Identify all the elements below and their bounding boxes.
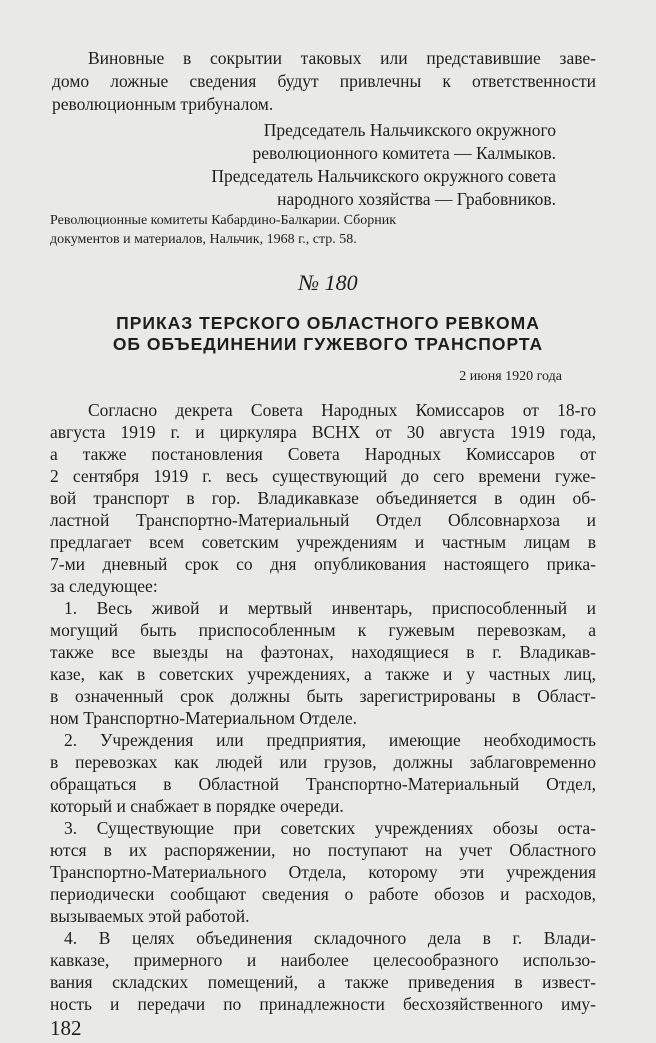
body-line: ются в их распоряжении, но поступают на учет Областного [50, 840, 596, 860]
signature-line: революционного комитета — Калмыков. [252, 143, 556, 163]
document-title-line: ОБ ОБЪЕДИНЕНИИ ГУЖЕВОГО ТРАНСПОРТА [112, 334, 544, 354]
document-date: 2 июня 1920 года [459, 369, 562, 384]
body-line: также все выезды на фаэтонах, находящиеся в г. Владикав- [50, 642, 596, 662]
source-note-line: документов и материалов, Нальчик, 1968 г., стр. 58. [50, 232, 357, 247]
body-line: 3. Существующие при советских учреждениях обозы оста- [64, 818, 596, 838]
body-line: в означенный срок должны быть зарегистрированы в Област- [50, 686, 596, 706]
body-line: в перевозках как людей или грузов, должны заблаговременно [50, 752, 596, 772]
document-number: № 180 [298, 270, 358, 295]
body-line: ластной Транспортно-Материальный Отдел Облсовнархоза и [50, 510, 596, 530]
signature-line: народного хозяйства — Грабовников. [277, 189, 556, 209]
top-paragraph-line: революционным трибуналом. [52, 94, 274, 114]
body-line: казе, как в советских учреждениях, а также и у частных лиц, [50, 664, 596, 684]
body-line: 2. Учреждения или предприятия, имеющие необходимость [64, 730, 596, 750]
body-line: августа 1919 г. и циркуляра ВСНХ от 30 августа 1919 года, [50, 422, 596, 442]
document-title-line: ПРИКАЗ ТЕРСКОГО ОБЛАСТНОГО РЕВКОМА [116, 313, 540, 333]
body-line: 7-ми дневный срок со дня опубликования настоящего прика- [50, 554, 596, 574]
page-number: 182 [50, 1016, 82, 1040]
body-line: предлагает всем советским учреждениям и частным лицам в [50, 532, 596, 552]
body-line: Транспортно-Материального Отдела, которому эти учреждения [50, 862, 596, 882]
body-line: периодически сообщают сведения о работе обозов и расходов, [50, 884, 596, 904]
top-paragraph-line: Виновные в сокрытии таковых или представившие заве- [88, 48, 596, 68]
body-line: ном Транспортно-Материальном Отделе. [50, 708, 358, 728]
body-line: вой транспорт в гор. Владикавказе объединяется в один об- [50, 488, 596, 508]
body-line: могущий быть приспособленным к гужевым перевозкам, а [50, 620, 596, 640]
source-note-line: Революционные комитеты Кабардино-Балкарии. Сборник [50, 213, 397, 228]
signature-line: Председатель Нальчикского окружного совета [211, 166, 556, 186]
body-line: Согласно декрета Совета Народных Комиссаров от 18-го [88, 400, 596, 420]
top-paragraph-line: домо ложные сведения будут привлечны к ответственности [52, 71, 596, 91]
body-line: а также постановления Совета Народных Комиссаров от [50, 444, 596, 464]
signature-line: Председатель Нальчикского окружного [263, 120, 556, 140]
body-line: ность и передачи по принадлежности бесхозяйственного иму- [50, 994, 596, 1014]
body-line: обращаться в Областной Транспортно-Материальный Отдел, [50, 774, 596, 794]
body-line: вания складских помещений, а также приведения в извест- [50, 972, 596, 992]
body-line: который и снабжает в порядке очереди. [50, 796, 344, 816]
body-line: 1. Весь живой и мертвый инвентарь, приспособленный и [64, 598, 596, 618]
body-line: за следующее: [50, 576, 158, 596]
body-line: 4. В целях объединения складочного дела в г. Влади- [64, 928, 596, 948]
body-line: кавказе, примерного и наиболее целесообразного использо- [50, 950, 596, 970]
body-line: 2 сентября 1919 г. весь существующий до сего времени гуже- [50, 466, 596, 486]
body-line: вызываемых этой работой. [50, 906, 250, 926]
